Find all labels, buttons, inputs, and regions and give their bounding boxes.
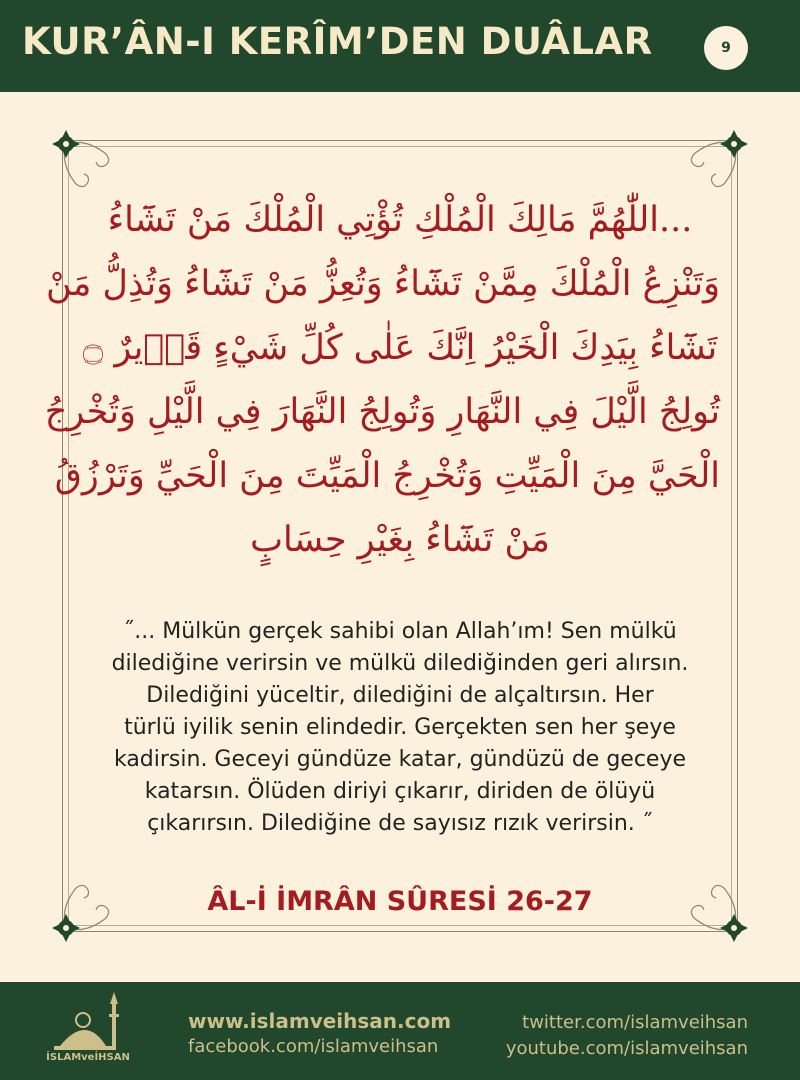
footer-links-right xyxy=(506,1010,748,1062)
arabic-line: تَشَٓاءُ بِيَدِكَ الْخَيْرُ اِنَّكَ عَلٰى كُلِّ شَيْءٍ قَد۪يرٌ ۝ xyxy=(82,328,718,368)
arabic-line: الْحَيَّ مِنَ الْمَيِّتِ وَتُخْرِجُ الْمَيِّتَ مِنَ الْحَيِّ وَتَرْزُقُ xyxy=(54,456,720,496)
arabic-line: ...اللّٰهُمَّ مَالِكَ الْمُلْكِ تُؤْتِي الْمُلْكَ مَنْ تَشَٓاءُ xyxy=(107,200,693,240)
translation-line: kadirsin. Geceyi gündüze katar, gündüzü de geceye xyxy=(113,747,687,772)
youtube-link[interactable]: youtube.com/islamveihsan xyxy=(505,1038,748,1059)
translation-line: katarsın. Ölüden diriyi çıkarır, diriden de ölüyü xyxy=(144,779,656,804)
footer-links-left xyxy=(188,1008,451,1060)
arabic-line: وَتَنْزِعُ الْمُلْكَ مِمَّنْ تَشَٓاءُ وَتُعِزُّ مَنْ تَشَٓاءُ وَتُذِلُّ مَنْ xyxy=(46,264,720,304)
arabic-verse xyxy=(44,188,720,572)
translation-line: Dilediğini yüceltir, dilediğini de alçaltırsın. Her xyxy=(146,683,654,708)
logo-text: İSLAMveİHSAN xyxy=(46,1052,130,1063)
page-number-badge: 9 xyxy=(704,26,748,70)
website-link[interactable]: www.islamveihsan.com xyxy=(188,1009,452,1033)
translation-line: çıkarırsın. Dilediğine de sayısız rızık verirsin. ˝ xyxy=(147,811,653,836)
translation-line: dilediğine verirsin ve mülkü dilediğinden geri alırsın. xyxy=(111,651,689,676)
page-title: KUR’ÂN-I KERÎM’DEN DUÂLAR xyxy=(22,20,653,63)
arabic-line: مَنْ تَشَٓاءُ بِغَيْرِ حِسَابٍ xyxy=(250,520,550,560)
facebook-link[interactable]: facebook.com/islamveihsan xyxy=(188,1036,439,1057)
translation-line: ˝... Mülkün gerçek sahibi olan Allah’ım! Sen mülkü xyxy=(123,619,677,644)
translation-line: türlü iyilik senin elindedir. Gerçekten sen her şeye xyxy=(124,715,676,740)
twitter-link[interactable]: twitter.com/islamveihsan xyxy=(522,1012,748,1033)
arabic-line: تُولِجُ الَّيْلَ فِي النَّهَارِ وَتُولِجُ النَّهَارَ فِي الَّيْلِ وَتُخْرِجُ xyxy=(44,392,720,432)
verse-source: ÂL-İ İMRÂN SÛRESİ 26-27 xyxy=(207,886,593,917)
header-bar xyxy=(0,0,800,92)
turkish-translation xyxy=(70,616,730,840)
